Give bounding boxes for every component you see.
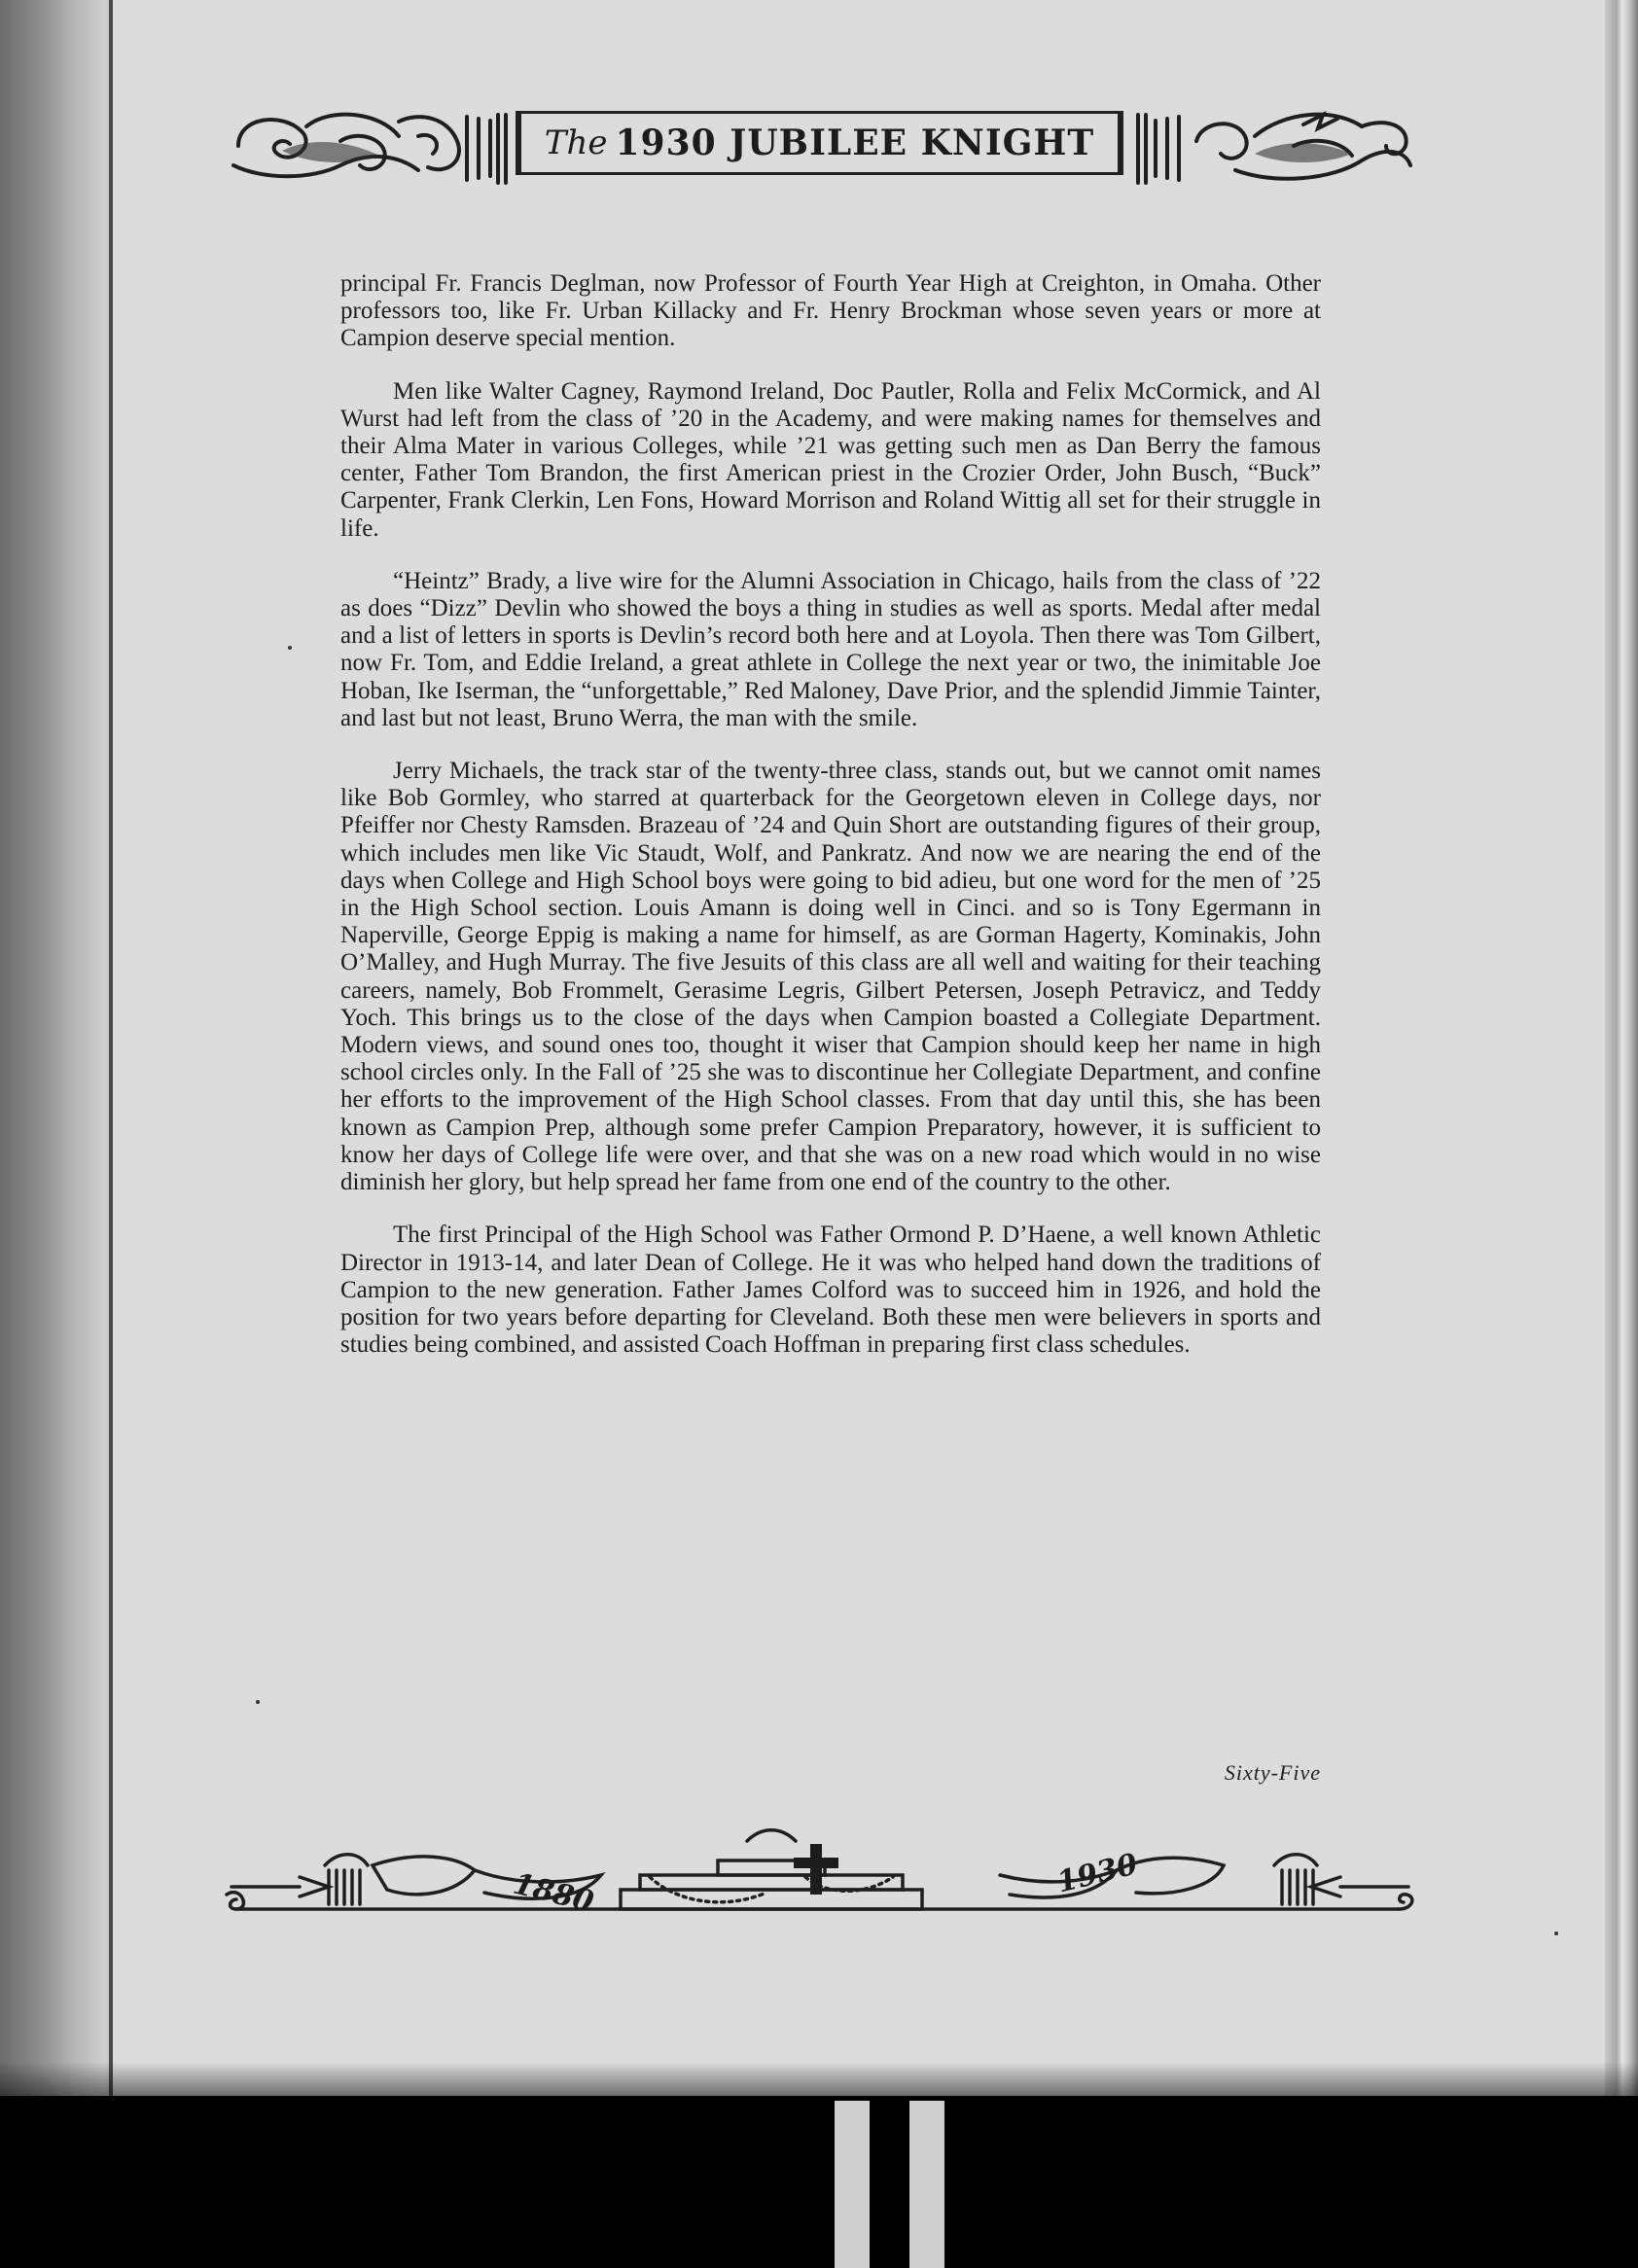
footer-banner (222, 1817, 1420, 1924)
header-banner (224, 97, 1420, 195)
gutter-edge-line (109, 0, 113, 2096)
scan-speck (256, 1700, 260, 1704)
footer-year-right: 1930 (1053, 1847, 1141, 1900)
page-stack-edge (1605, 0, 1638, 2096)
scan-speck (1554, 1931, 1558, 1935)
header-title (516, 111, 1123, 175)
paragraph-4: Jerry Michaels, the track star of the twenty-three class, stands out, but we cannot omit names like Bob Gormley, who starred at quarterback for the Georgetown eleven in College days, nor Pfeiffer nor Chesty Ramsden. Brazeau of ’24 and Quin Short are outstanding figures of their group, which includes men like Vic Staudt, Wolf, and Pankratz. And now we are nearing the end of the days when College and High School boys were going to bid adieu, but one word for the men of ’25 in the High School section. Louis Amann is doing well in Cinci. and so is Tony Egermann in Naperville, George Eppig is making a name for himself, as are Gorman Hagerty, Kominakis, John O’Malley, and Hugh Murray. The five Jesuits of this class are all well and waiting for their teaching careers, namely, Bob Frommelt, Gerasime Legris, Gilbert Petersen, Joseph Petravicz, and Teddy Yoch. This brings us to the close of the days when Campion boasted a Collegiate Department. Modern views, and sound ones too, thought it wiser that Campion should keep her name in high school circles only. In the Fall of ’25 she was to discontinue her Collegiate Department, and confine her efforts to the improvement of the High School classes. From that day until this, she has been known as Campion Prep, although some prefer Campion Preparatory, however, it is sufficient to know her days of College life were over, and that she was on a new road which would in no wise diminish her glory, but help spread her fame from one end of the country to the other. (340, 758, 1321, 1196)
paragraph-1: principal Fr. Francis Deglman, now Professor of Fourth Year High at Creighton, in Omaha. Other professors too, like Fr. Urban Killacky and Fr. Henry Brockman whose seven years or more at Campion deserve special mention. (340, 270, 1321, 352)
scan-speck (288, 646, 292, 650)
header-title-main: 1930 JUBILEE KNIGHT (615, 123, 1095, 163)
paragraph-3: “Heintz” Brady, a live wire for the Alumni Association in Chicago, hails from the class of ’22 as does “Dizz” Devlin who showed the boys a thing in studies as well as sports. Medal after medal and a list of letters in sports is Devlin’s record both here and at Loyola. Then there was Tom Gilbert, now Fr. Tom, and Eddie Ireland, a great athlete in College the next year or two, the inimitable Joe Hoban, Ike Iserman, the “unforgettable,” Red Maloney, Dave Prior, and the splendid Jimmie Tainter, and last but not least, Bruno Werra, the man with the smile. (340, 567, 1321, 731)
footer-year-left: 1880 (510, 1866, 597, 1920)
binding-strip (835, 2101, 870, 2268)
binding-strip (909, 2101, 944, 2268)
paragraph-2: Men like Walter Cagney, Raymond Ireland, Doc Pautler, Rolla and Felix McCormick, and Al Wurst had left from the class of ’20 in the Academy, and were making names for themselves and their Alma Mater in various Colleges, while ’21 was getting such men as Dan Berry the famous center, Father Tom Brandon, the first American priest in the Crozier Order, John Busch, “Buck” Carpenter, Frank Clerkin, Len Fons, Howard Morrison and Roland Wittig all set for their struggle in life. (340, 377, 1321, 542)
article-body (340, 270, 1321, 1384)
book-gutter (0, 0, 113, 2096)
footer-ornament-icon (222, 1817, 1420, 1924)
header-title-prefix: The (544, 124, 608, 162)
paragraph-5: The first Principal of the High School was Father Ormond P. D’Haene, a well known Athletic Director in 1913-14, and later Dean of College. He it was who helped hand down the traditions of Campion to the new generation. Father James Colford was to succeed him in 1926, and hold the position for two years before departing for Cleveland. Both these men were believers in sports and studies being combined, and assisted Coach Hoffman in preparing first class schedules. (340, 1222, 1321, 1359)
page-bottom-shadow (0, 2062, 1638, 2096)
page-number: Sixty-Five (1224, 1760, 1321, 1785)
